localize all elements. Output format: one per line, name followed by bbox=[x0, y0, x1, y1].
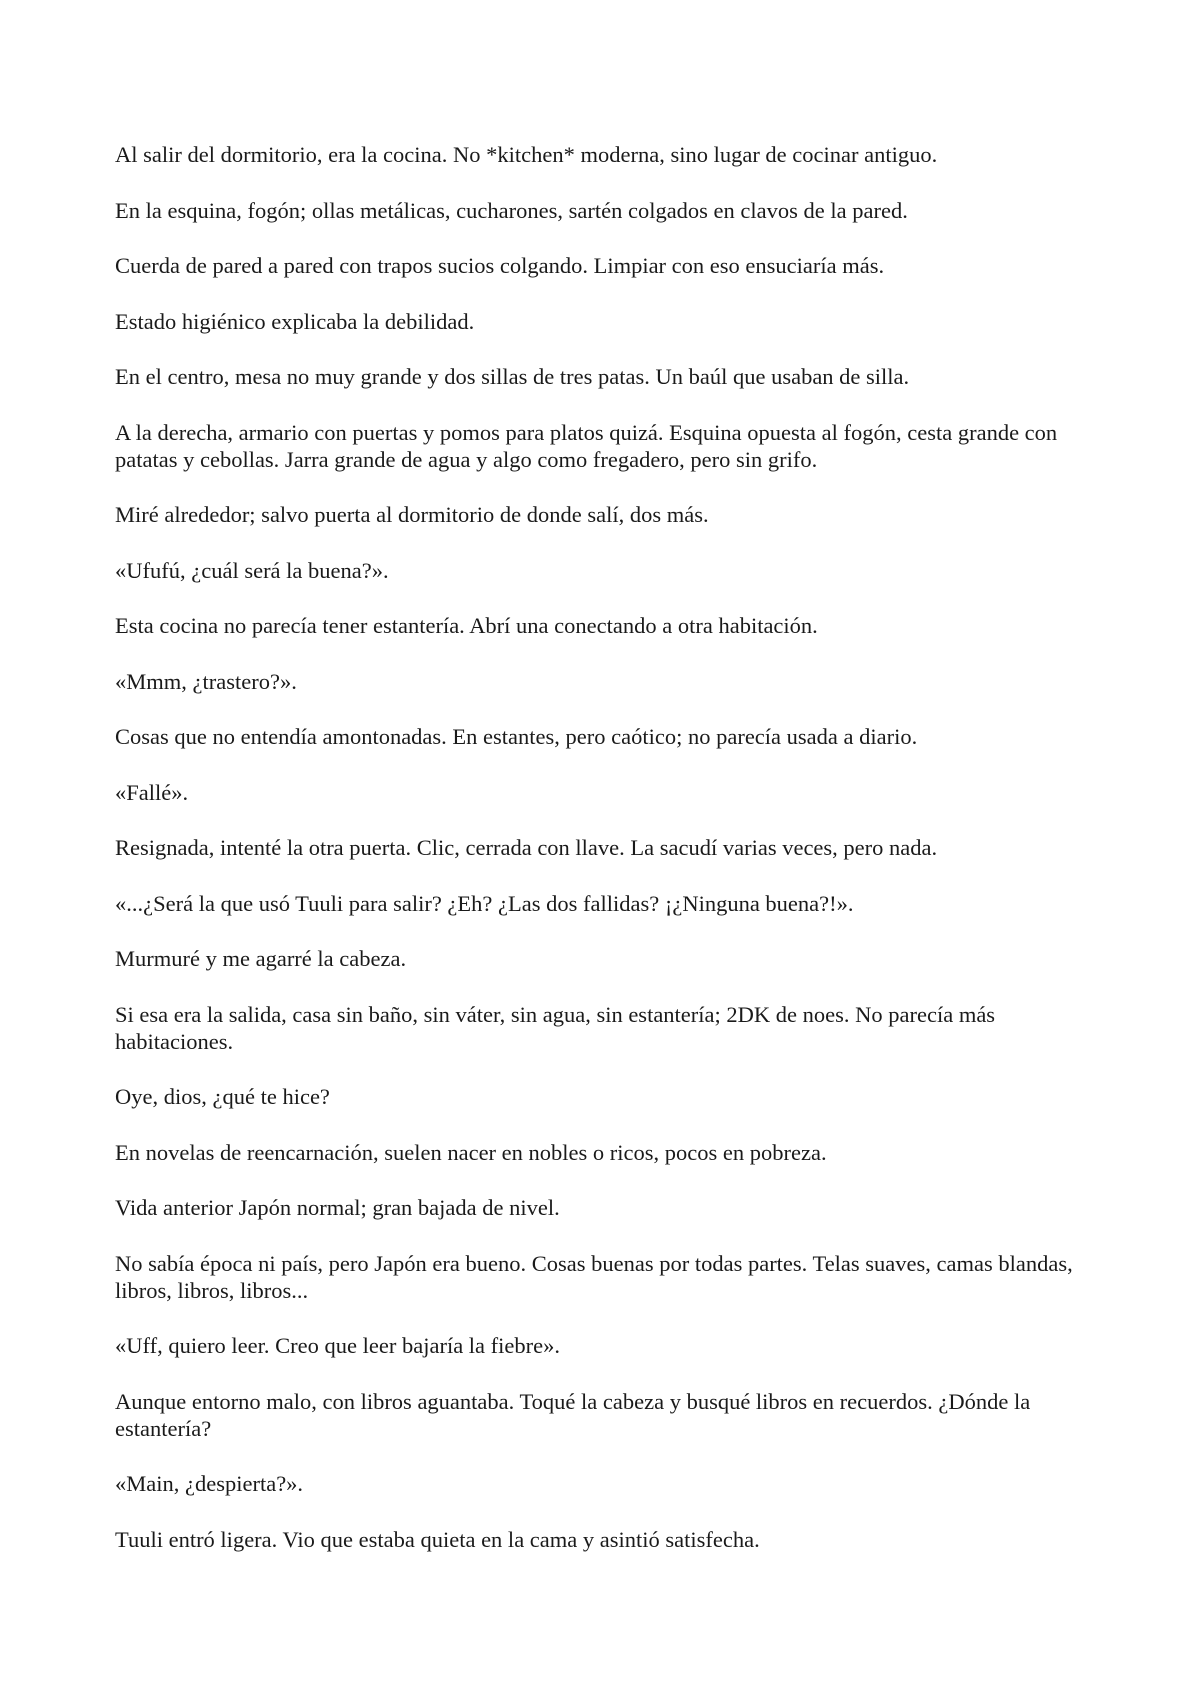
paragraph: Cuerda de pared a pared con trapos sucios colgando. Limpiar con eso ensuciaría más. bbox=[115, 253, 885, 278]
paragraph: Miré alrededor; salvo puerta al dormitorio de donde salí, dos más. bbox=[115, 502, 709, 527]
paragraph: Oye, dios, ¿qué te hice? bbox=[115, 1084, 330, 1109]
paragraph: «Main, ¿despierta?». bbox=[115, 1471, 304, 1496]
paragraph: «Mmm, ¿trastero?». bbox=[115, 668, 297, 694]
paragraph: A la derecha, armario con puertas y pomos para platos quizá. Esquina opuesta al fogón, cesta grande con patatas y cebollas. Jarra grande de agua y algo como fregadero, pero sin grifo. bbox=[115, 419, 1058, 472]
paragraph: «Ufufú, ¿cuál será la buena?». bbox=[115, 557, 389, 583]
paragraph: «Fallé». bbox=[115, 779, 189, 805]
paragraph: En el centro, mesa no muy grande y dos sillas de tres patas. Un baúl que usaban de silla. bbox=[115, 364, 910, 389]
document-page bbox=[115, 141, 1090, 1581]
paragraph: Estado higiénico explicaba la debilidad. bbox=[115, 308, 475, 334]
paragraph: Murmuré y me agarré la cabeza. bbox=[115, 946, 407, 971]
paragraph: Al salir del dormitorio, era la cocina. No *kitchen* moderna, sino lugar de cocinar antiguo. bbox=[115, 142, 938, 167]
paragraph: Esta cocina no parecía tener estantería. Abrí una conectando a otra habitación. bbox=[115, 613, 818, 638]
paragraph: «...¿Será la que usó Tuuli para salir? ¿Eh? ¿Las dos fallidas? ¡¿Ninguna buena?!». bbox=[115, 890, 854, 916]
paragraph: En novelas de reencarnación, suelen nacer en nobles o ricos, pocos en pobreza. bbox=[115, 1139, 827, 1165]
paragraph: Vida anterior Japón normal; gran bajada de nivel. bbox=[115, 1195, 560, 1220]
paragraph: Cosas que no entendía amontonadas. En estantes, pero caótico; no parecía usada a diario. bbox=[115, 724, 918, 749]
paragraph: Si esa era la salida, casa sin baño, sin váter, sin agua, sin estantería; 2DK de noes. No parecía más habitaciones. bbox=[115, 1001, 996, 1054]
paragraph: En la esquina, fogón; ollas metálicas, cucharones, sartén colgados en clavos de la pared. bbox=[115, 197, 908, 223]
paragraph: No sabía época ni país, pero Japón era bueno. Cosas buenas por todas partes. Telas suaves, camas blandas, libros, libros, libros... bbox=[115, 1250, 1073, 1303]
paragraph: Resignada, intenté la otra puerta. Clic, cerrada con llave. La sacudí varias veces, pero nada. bbox=[115, 835, 938, 860]
paragraph: Tuuli entró ligera. Vio que estaba quieta en la cama y asintió satisfecha. bbox=[115, 1526, 760, 1552]
paragraph: Aunque entorno malo, con libros aguantaba. Toqué la cabeza y busqué libros en recuerdos. ¿Dónde la estantería? bbox=[115, 1388, 1031, 1441]
paragraph: «Uff, quiero leer. Creo que leer bajaría la fiebre». bbox=[115, 1333, 561, 1358]
